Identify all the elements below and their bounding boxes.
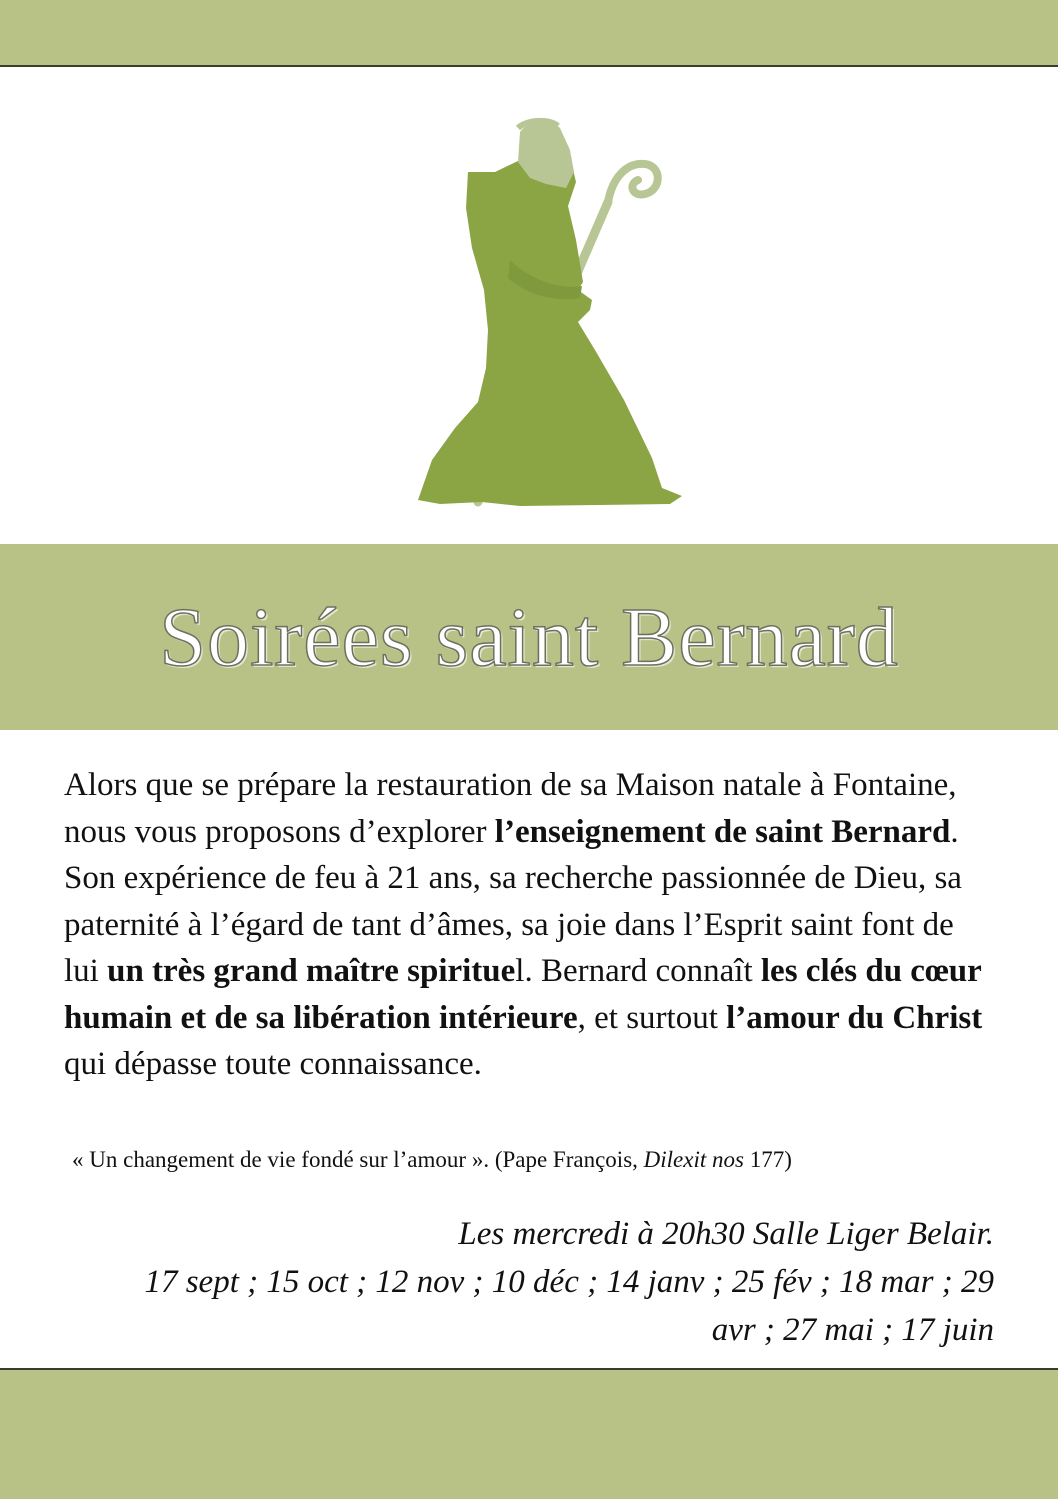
- quote-work-title: Dilexit nos: [643, 1147, 744, 1172]
- bold-emphasis: l’amour du Christ: [726, 999, 983, 1036]
- schedule-venue: Les mercredi à 20h30 Salle Liger Belair.: [458, 1216, 994, 1252]
- schedule: [94, 1210, 994, 1354]
- title-band: [0, 544, 1058, 730]
- bold-emphasis: l’enseignement de saint Bernard: [494, 813, 951, 850]
- bold-emphasis: les clés du cœur humain et de sa libération intérieure: [64, 953, 982, 1036]
- bold-emphasis: un très grand maître spiritue: [107, 953, 516, 989]
- header-band: [0, 0, 1058, 67]
- quote: « Un changement de vie fondé sur l’amour ». (Pape François, Dilexit nos 177): [72, 1147, 792, 1172]
- schedule-dates: 17 sept ; 15 oct ; 12 nov ; 10 déc ; 14 janv ; 25 fév ; 18 mar ; 29 avr ; 27 mai ; 17 juin: [144, 1264, 994, 1348]
- footer-band: [0, 1368, 1058, 1499]
- page-title: Soirées saint Bernard: [159, 590, 899, 684]
- intro-paragraph: Alors que se prépare la restauration de sa Maison natale à Fontaine, nous vous proposons d’explorer l’enseignement de saint Bernard. Son expérience de feu à 21 ans, sa recherche passionnée de Dieu, sa paternité à l’égard de tant d’âmes, sa joie dans l’Esprit saint font de lui un très grand maître spirituel. Bernard connaît les clés du cœur humain et de sa libération intérieure, et surtout l’amour du Christ qui dépasse toute connaissance.: [64, 767, 983, 1082]
- walking-monk-with-crosier-icon: [400, 110, 700, 510]
